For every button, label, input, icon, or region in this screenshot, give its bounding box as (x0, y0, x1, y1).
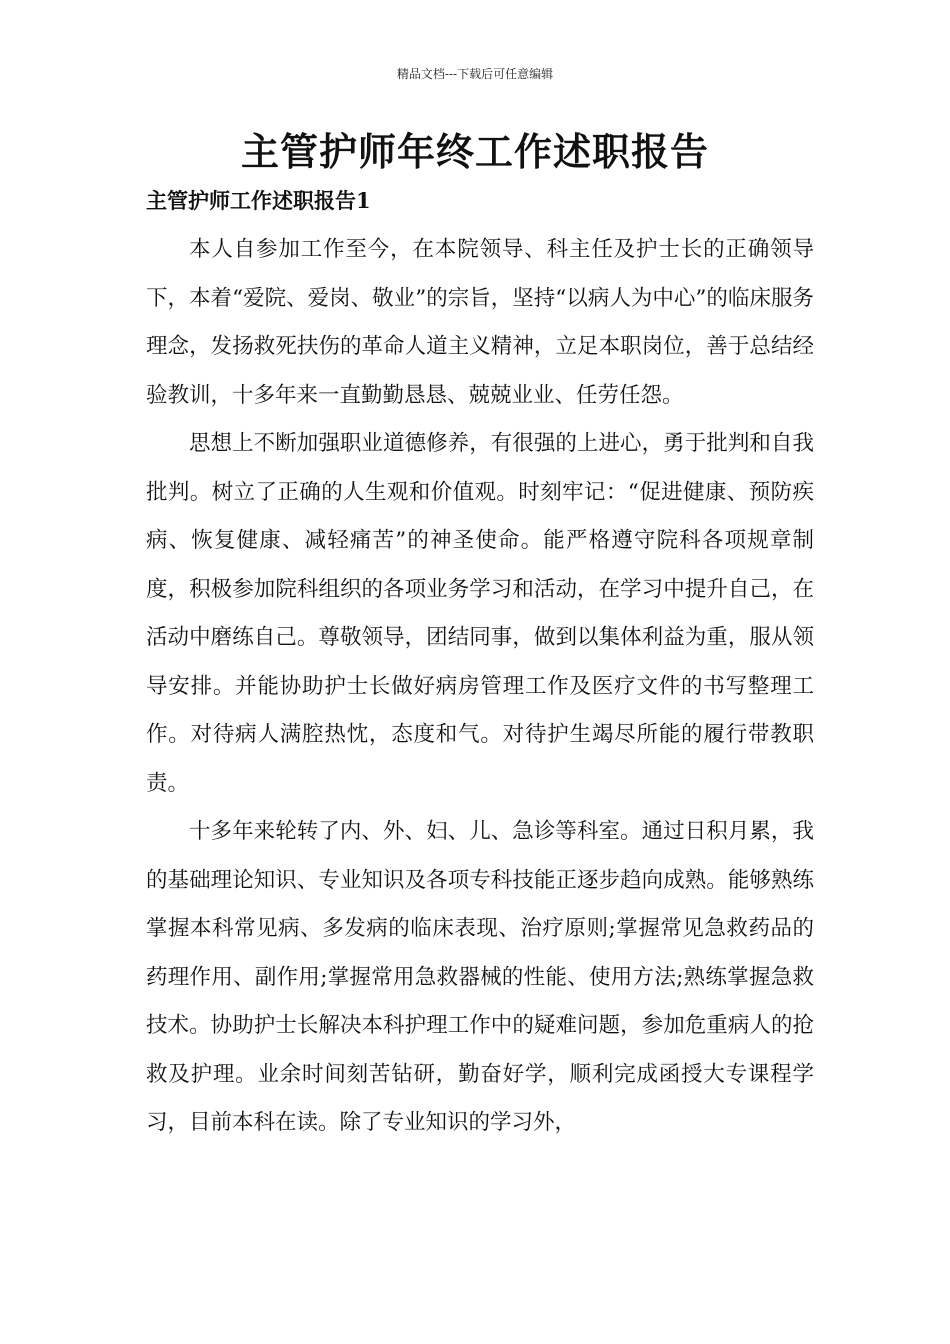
paragraph-3: 十多年来轮转了内、外、妇、儿、急诊等科室。通过日积月累，我的基础理论知识、专业知识及各项专科技能正逐步趋向成熟。能够熟练掌握本科常见病、多发病的临床表现、治疗原则;掌握常见急救药品的药理作用、副作用;掌握常用急救器械的性能、使用方法;熟练掌握急救技术。协助护士长解决本科护理工作中的疑难问题，参加危重病人的抢救及护理。业余时间刻苦钻研，勤奋好学，顺利完成函授大专课程学习，目前本科在读。除了专业知识的学习外， (146, 819, 814, 1135)
section-heading: 主管护师工作述职报告1 (146, 188, 371, 213)
document-title: 主管护师年终工作述职报告 (240, 129, 709, 174)
document-body (146, 226, 814, 1148)
header-note: 精品文档---下载后可任意编辑 (396, 67, 554, 81)
paragraph-1: 本人自参加工作至今，在本院领导、科主任及护士长的正确领导下，本着“爱院、爱岗、敬业”的宗旨，坚持“以病人为中心”的临床服务理念，发扬救死扶伤的革命人道主义精神，立足本职岗位，善于总结经验教训，十多年来一直勤勤恳恳、兢兢业业、任劳任怨。 (146, 237, 814, 408)
paragraph-2: 思想上不断加强职业道德修养，有很强的上进心，勇于批判和自我批判。树立了正确的人生观和价值观。时刻牢记：“促进健康、预防疾病、恢复健康、减轻痛苦”的神圣使命。能严格遵守院科各项规章制度，积极参加院科组织的各项业务学习和活动，在学习中提升自己，在活动中磨练自己。尊敬领导，团结同事，做到以集体利益为重，服从领导安排。并能协助护士长做好病房管理工作及医疗文件的书写整理工作。对待病人满腔热忱，态度和气。对待护生竭尽所能的履行带教职责。 (146, 431, 814, 796)
